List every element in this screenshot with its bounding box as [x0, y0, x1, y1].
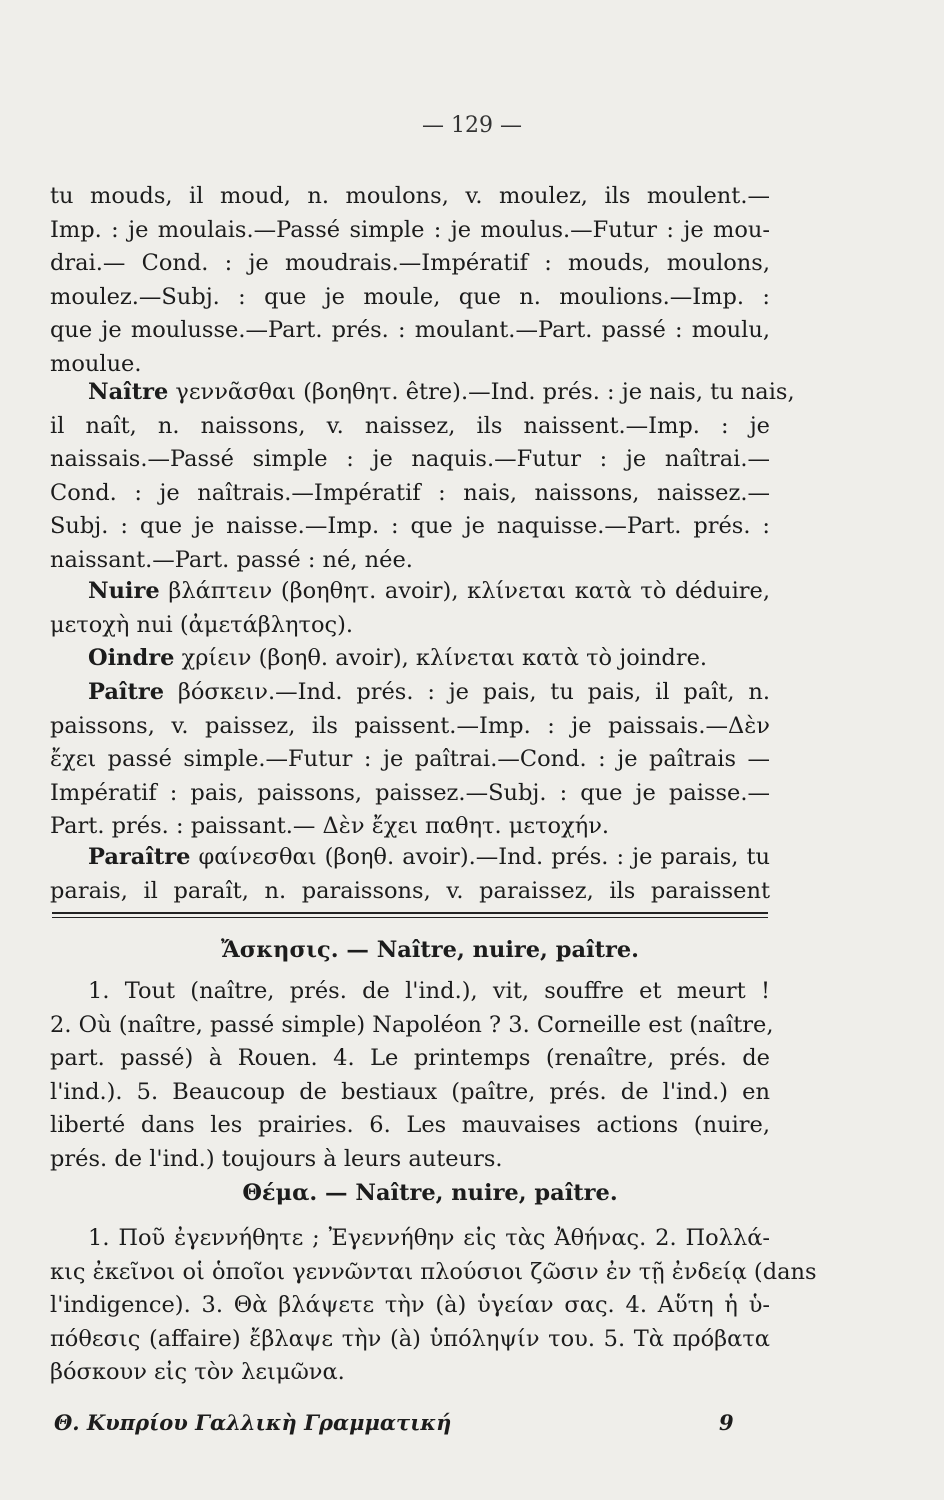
page-number: — 129 —	[422, 113, 522, 138]
text-line: βλάπτειν (βοηθητ. avoir), κλίνεται κατὰ τὸ déduire,	[159, 578, 770, 604]
divider	[52, 912, 768, 914]
text-line: l'ind.). 5. Beaucoup de bestiaux (paître, prés. de l'ind.) en	[50, 1078, 770, 1105]
nuire-entry	[50, 575, 770, 642]
text-line: liberté dans les prairies. 6. Les mauvaises actions (nuire,	[50, 1112, 770, 1138]
text-line: l'indigence). 3. Θὰ βλάψετε τὴν (à) ὑγείαν σας. 4. Αὕτη ἡ ὑ-	[50, 1292, 770, 1318]
verb-heading: Oindre	[88, 645, 175, 671]
oindre-entry	[50, 642, 770, 676]
text-line: naissant.—Part. passé : né, née.	[50, 546, 413, 573]
text-line: prés. de l'ind.) toujours à leurs auteurs.	[50, 1145, 503, 1172]
naitre-entry	[50, 376, 795, 577]
text-line: κις ἐκεῖνοι οἱ ὁποῖοι γεννῶνται πλούσιοι ζῶσιν ἐν τῇ ἐνδείᾳ (dans	[50, 1258, 817, 1285]
text-line: μετοχὴ nui (ἀμετάβλητος).	[50, 611, 354, 638]
text-line: naissais.—Passé simple : je naquis.—Futur : je naîtrai.—	[50, 446, 770, 472]
text-line: drai.— Cond. : je moudrais.—Impératif : mouds, moulons,	[50, 250, 770, 276]
text-line: Impératif : pais, paissons, paissez.—Subj. : que je paisse.—	[50, 779, 770, 806]
verb-heading: Nuire	[88, 578, 160, 604]
text-line: φαίνεσθαι (βοηθ. avoir).—Ind. prés. : je parais, tu	[190, 844, 770, 870]
text-line: tu mouds, il moud, n. moulons, v. moulez, ils moulent.—	[50, 183, 770, 209]
exercise-body	[50, 975, 774, 1176]
text-line: Imp. : je moulais.—Passé simple : je moulus.—Futur : je mou-	[50, 216, 770, 243]
page-footer	[54, 1410, 754, 1435]
text-line: moulue.	[50, 350, 142, 377]
text-line: ἔχει passé simple.—Futur : je paîtrai.—Cond. : je paîtrais —	[50, 746, 770, 772]
text-line: 1. Ποῦ ἐγεννήθητε ; Ἐγεννήθην εἰς τὰς Ἀθήνας. 2. Πολλά-	[88, 1225, 770, 1251]
text-line: part. passé) à Rouen. 4. Le printemps (renaître, prés. de	[50, 1045, 770, 1071]
text-line: 2. Où (naître, passé simple) Napoléon ? 3. Corneille est (naître,	[50, 1011, 774, 1038]
moudre-conjugation	[50, 180, 770, 381]
text-line: γεννᾶσθαι (βοηθητ. être).—Ind. prés. : je nais, tu nais,	[168, 379, 795, 405]
paraitre-entry	[50, 841, 770, 908]
divider	[52, 917, 768, 918]
text-line: parais, il paraît, n. paraissons, v. paraissez, ils paraissent	[50, 877, 770, 904]
text-line: Cond. : je naîtrais.—Impératif : nais, naissons, naissez.—	[50, 479, 770, 506]
theme-title: Θέμα. — Naître, nuire, paître.	[242, 1180, 618, 1206]
text-line: paissons, v. paissez, ils paissent.—Imp. : je paissais.—Δὲν	[50, 712, 770, 739]
text-line: 1. Tout (naître, prés. de l'ind.), vit, souffre et meurt !	[88, 978, 770, 1004]
text-line: moulez.—Subj. : que je moule, que n. moulions.—Imp. :	[50, 283, 770, 310]
paitre-entry	[50, 676, 770, 844]
verb-heading: Paître	[88, 679, 165, 705]
exercise-title: Ἄσκησις. — Naître, nuire, paître.	[221, 937, 639, 963]
text-line: Subj. : que je naisse.—Imp. : que je naquisse.—Part. prés. :	[50, 513, 770, 539]
text-line: βόσκειν.—Ind. prés. : je pais, tu pais, il paît, n.	[164, 679, 770, 705]
verb-heading: Paraître	[88, 844, 191, 870]
theme-body	[50, 1222, 817, 1390]
verb-heading: Naître	[88, 379, 169, 405]
text-line: βόσκουν εἰς τὸν λειμῶνα.	[50, 1359, 345, 1385]
text-line: χρίειν (βοηθ. avoir), κλίνεται κατὰ τὸ joindre.	[174, 645, 708, 671]
text-line: Part. prés. : paissant.— Δὲν ἔχει παθητ. μετοχήν.	[50, 813, 610, 839]
footer-title: Θ. Κυπρίου Γαλλικὴ Γραμματική	[54, 1410, 452, 1435]
text-line: πόθεσις (affaire) ἔβλαψε τὴν (à) ὑπόληψίν του. 5. Τὰ πρόβατα	[50, 1325, 770, 1352]
text-line: que je moulusse.—Part. prés. : moulant.—Part. passé : moulu,	[50, 317, 770, 343]
text-line: il naît, n. naissons, v. naissez, ils naissent.—Imp. : je	[50, 412, 770, 439]
signature-mark: 9	[719, 1410, 734, 1435]
